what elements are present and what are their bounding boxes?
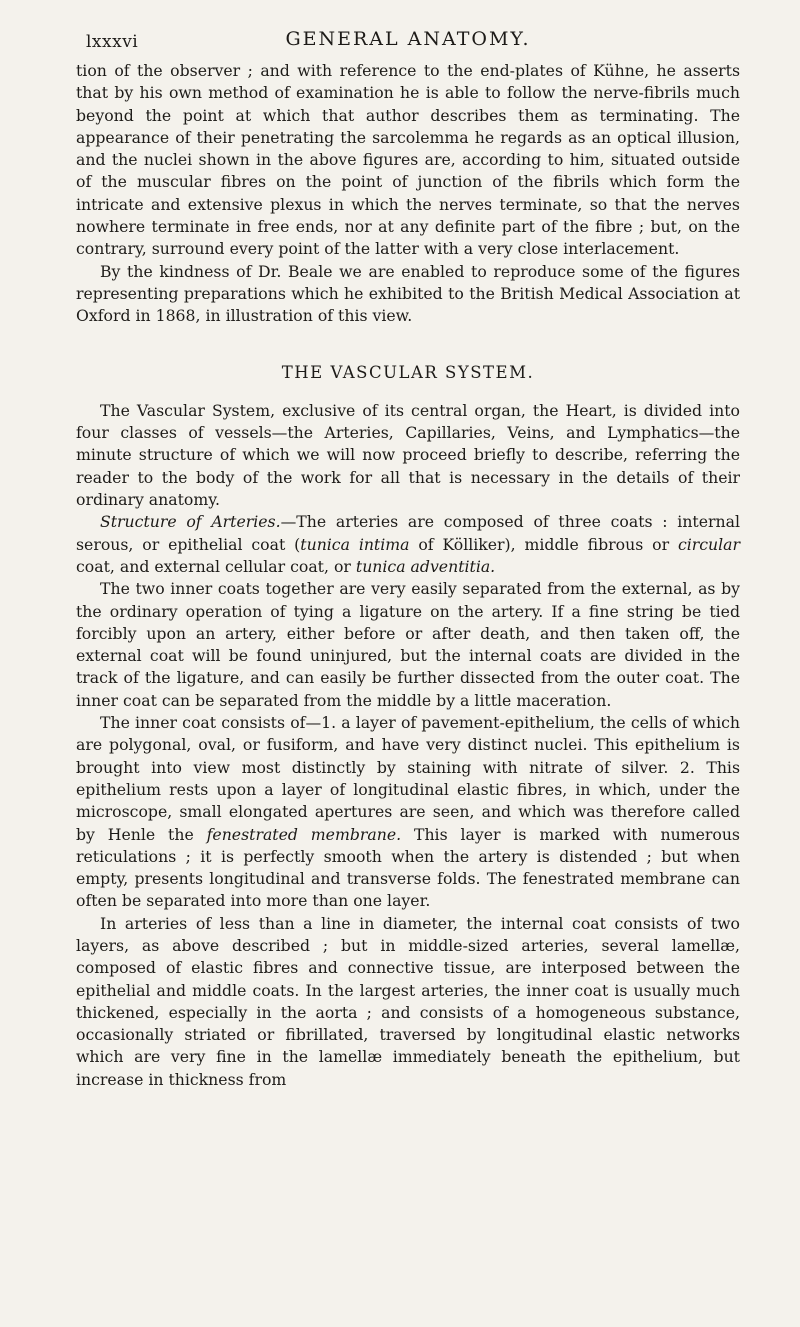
term-circular: circular bbox=[677, 534, 740, 554]
structure-of-arteries-lead: Structure of Arteries. bbox=[100, 512, 281, 532]
page-number: lxxxvi bbox=[86, 32, 139, 52]
arteries-text-1: —The arteries are composed of three coats : internal serous, or epithelial coat ( bbox=[76, 512, 740, 554]
arteries-text-3: coat, and external cellular coat, or bbox=[76, 556, 356, 576]
term-tunica-adventitia: tunica adventitia. bbox=[355, 556, 496, 576]
paragraph-beale-figures: By the kindness of Dr. Beale we are enabled to reproduce some of the figures representing preparations which he exhibited to the British Medical Association at Oxford in 1868, in illustration of this view. bbox=[76, 261, 740, 326]
paragraph-continuation: tion of the observer ; and with reference to the end-plates of Kühne, he asserts that by his own method of examination he is able to follow the nerve-fibrils much beyond the point at which that author describes them as terminating. The appearance of their penetrating the sarcolemma he regards as an optical illusion, and the nuclei shown in the above figures are, according to him, situated outside of the muscular fibres on the point of junction of the fibrils which form the intricate and extensive plexus in which the nerves terminate, so that the nerves nowhere terminate in free ends, nor at any definite part of the fibre ; but, on the contrary, surround every point of the latter with a very close interlacement. bbox=[76, 61, 740, 259]
paragraph-inner-coat-layers bbox=[76, 712, 740, 913]
paragraph-structure-of-arteries bbox=[76, 511, 740, 578]
body-text bbox=[76, 60, 740, 1091]
arteries-text-2: of Kölliker), middle fibrous or bbox=[409, 534, 678, 554]
paragraph-vascular-intro: The Vascular System, exclusive of its central organ, the Heart, is divided into four classes of vessels—the Arteries, Capillaries, Veins, and Lymphatics—the minute structure of which we will now proceed briefly to describe, referring the reader to the body of the work for all that is necessary in the details of their ordinary anatomy. bbox=[76, 400, 740, 510]
header-title: GENERAL ANATOMY. bbox=[285, 28, 531, 50]
paragraph-arteries-diameter: In arteries of less than a line in diameter, the internal coat consists of two layers, as above described ; but in middle-sized arteries, several lamellæ, composed of elastic fibres and connective tissue, are interposed between the epithelial and middle coats. In the largest arteries, the inner coat is usually much thickened, especially in the aorta ; and consists of a homogeneous substance, occasionally striated or fibrillated, traversed by longitudinal elastic networks which are very fine in the lamellæ immediately beneath the epithelium, but increase in thickness from bbox=[76, 913, 740, 1089]
running-head bbox=[76, 26, 740, 60]
paragraph-inner-coats: The two inner coats together are very easily separated from the external, as by the ordinary operation of tying a ligature on the artery. If a fine string be tied forcibly upon an artery, either before or after death, and then taken off, the external coat will be found uninjured, but the internal coats are divided in the track of the ligature, and can easily be further dissected from the outer coat. The inner coat can be separated from the middle by a little maceration. bbox=[76, 579, 740, 710]
term-fenestrated-membrane: fenestrated membrane. bbox=[206, 824, 402, 844]
section-heading: THE VASCULAR SYSTEM. bbox=[281, 362, 535, 382]
term-tunica-intima: tunica intima bbox=[300, 534, 410, 554]
inner-coat-text-1: The inner coat consists of—1. a layer of pavement-epithelium, the cells of which are polygonal, oval, or fusiform, and have very distinct nuclei. This epithelium is brought into view most distinctly by staining with nitrate of silver. 2. This epithelium rests upon a layer of longitudinal elastic fibres, in which, under the microscope, small elongated apertures are seen, and which was therefore called by Henle the bbox=[76, 713, 740, 844]
inner-coat-text-2: This layer is marked with numerous reticulations ; it is perfectly smooth when the artery is distended ; but when empty, presents longitudinal and transverse folds. The fenestrated membrane can often be separated into more than one layer. bbox=[76, 824, 740, 911]
